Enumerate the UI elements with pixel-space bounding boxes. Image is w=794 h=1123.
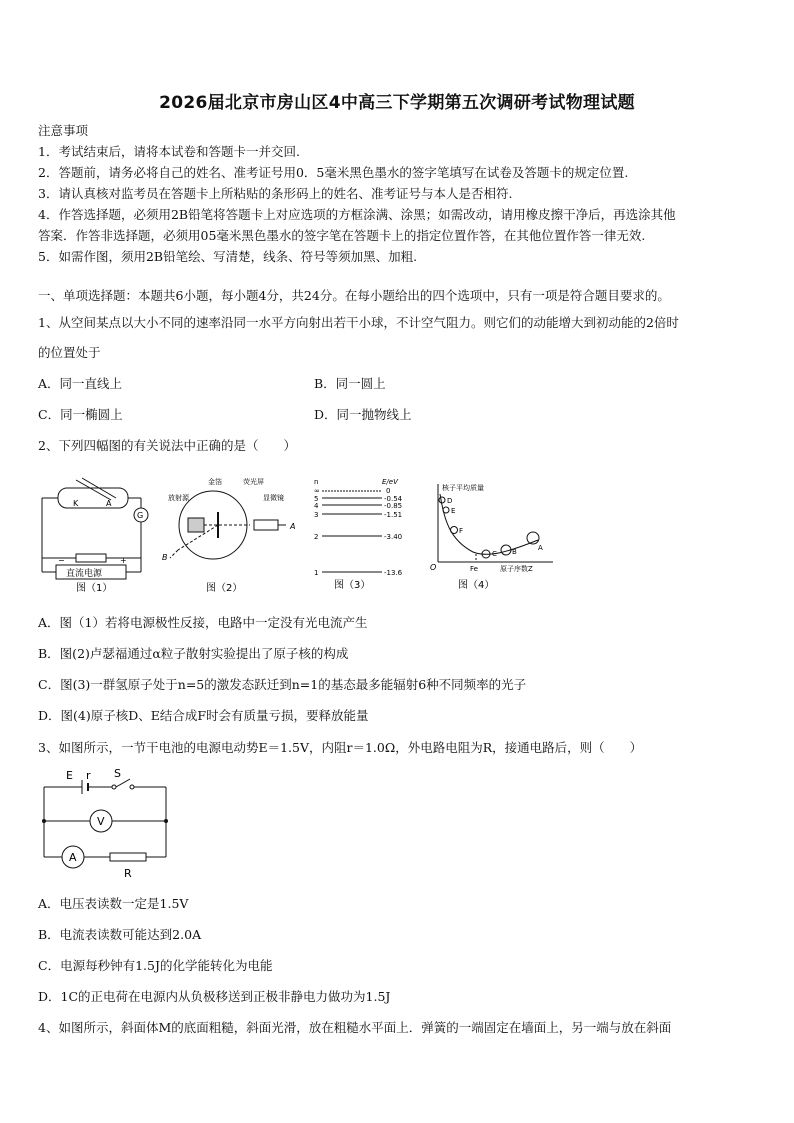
fig4-label-a: A [538,544,543,552]
q3-option-d: D．1C的正电荷在电源内从负极移送到正极非静电力做功为1.5J [38,989,391,1004]
notice-item: 5．如需作图，须用2B铅笔绘、写清楚，线条、符号等须加黑、加粗. [38,249,418,264]
fig2-label-a: A [290,522,296,531]
q4-stem: 4、如图所示，斜面体M的底面粗糙，斜面光滑，放在粗糙水平面上．弹簧的一端固定在墙面上，另一端与放在斜面 [38,1020,672,1035]
fig1-label-a: A [106,499,112,508]
q1-option-a: A．同一直线上 [38,376,123,391]
fig4-label-e: E [451,507,456,515]
fig4-fe: Fe [470,565,478,573]
fig3-level-e: -0.85 [384,502,403,510]
q2-option-d: D．图(4)原子核D、E结合成F时会有质量亏损，要释放能量 [38,708,369,723]
section-heading: 一、单项选择题：本题共6小题，每小题4分，共24分。在每小题给出的四个选项中，只有一项是符合题目要求的。 [38,288,670,303]
figure-1-photoelectric [36,470,156,595]
fig2-label-b: B [162,553,168,562]
fig3-level-e: -0.54 [384,495,403,503]
fig1-label-g: G [137,511,144,520]
notice-item: 1．考试结束后，请将本试卷和答题卡一并交回. [38,144,300,159]
fig3-inf-label: ∞ [314,487,320,495]
fig3-caption: 图（3） [334,580,371,591]
notice-item: 4．作答选择题，必须用2B铅笔将答题卡上对应选项的方框涂满、涂黑；如需改动，请用橡皮擦干净后，再选涂其他 [38,207,676,222]
fig2-caption: 图（2） [206,583,243,594]
fig2-label-screen: 荧光屏 [243,478,264,486]
fig3-level-n: 2 [314,533,319,541]
fig3-e-label: E/eV [382,478,398,486]
q1-option-c: C．同一椭圆上 [38,407,123,422]
figure-q3-circuit [38,765,173,880]
q1-stem-cont: 的位置处于 [38,345,101,360]
fig3-level-e: -13.6 [384,569,403,577]
fig2-label-source: 放射源 [168,494,189,502]
fig3-level-e: -1.51 [384,511,403,519]
figure-4-nucleon-mass [428,470,558,595]
q3-fig-ammeter: A [69,851,77,864]
q3-option-b: B．电流表读数可能达到2.0A [38,927,202,942]
fig4-y-label: 核子平均质量 [442,484,484,492]
q1-stem: 1、从空间某点以大小不同的速率沿同一水平方向射出若干小球，不计空气阻力。则它们的动能增大到初动能的2倍时 [38,315,679,330]
fig3-level-e: -3.40 [384,533,403,541]
fig4-label-b: B [512,548,517,556]
fig4-caption: 图（4） [458,580,495,591]
notice-item: 3．请认真核对监考员在答题卡上所粘贴的条形码上的姓名、准考证号与本人是否相符. [38,186,513,201]
fig1-minus: − [58,556,65,565]
fig4-origin: O [430,563,437,572]
fig2-label-foil: 金箔 [208,478,222,486]
q3-stem: 3、如图所示，一节干电池的电源电动势E＝1.5V，内阻r＝1.0Ω，外电路电阻为R，接通电路后，则（ ） [38,740,643,755]
fig4-label-d: D [447,497,453,505]
q3-fig-label-r: r [86,769,91,782]
q2-option-b: B．图(2)卢瑟福通过α粒子散射实验提出了原子核的构成 [38,646,349,661]
q2-option-c: C．图(3)一群氢原子处于n=5的激发态跃迁到n=1的基态最多能辐射6种不同频率的光子 [38,677,527,692]
q3-fig-label-s: S [114,767,121,780]
q3-fig-label-e: E [66,769,73,782]
page-title: 2026届北京市房山区4中高三下学期第五次调研考试物理试题 [159,93,635,113]
fig3-level-n: 3 [314,511,319,519]
fig1-label-k: K [73,499,79,508]
fig3-level-n: 5 [314,495,319,503]
fig4-x-label: 原子序数Z [500,565,533,573]
q1-option-d: D．同一抛物线上 [314,407,412,422]
notice-item: 2．答题前，请务必将自己的姓名、准考证号用0．5毫米黑色墨水的签字笔填写在试卷及答题卡的规定位置. [38,165,629,180]
q2-option-a: A．图（1）若将电源极性反接，电路中一定没有光电流产生 [38,615,368,630]
fig4-label-f: F [459,527,464,535]
figure-3-energy-levels [310,470,420,595]
q2-stem: 2、下列四幅图的有关说法中正确的是（ ） [38,438,296,453]
fig3-zero-label: 0 [386,487,391,495]
figure-2-rutherford [158,470,308,595]
q3-option-c: C．电源每秒钟有1.5J的化学能转化为电能 [38,958,273,973]
fig2-label-microscope: 显微镜 [263,494,284,502]
notice-heading: 注意事项 [38,123,89,138]
notice-item: 答案．作答非选择题，必须用05毫米黑色墨水的签字笔在答题卡上的指定位置作答，在其他位置作答一律无效. [38,228,646,243]
fig1-caption: 图（1） [76,583,113,594]
fig3-level-n: 4 [314,502,319,510]
fig1-plus: + [120,556,127,565]
fig3-level-n: 1 [314,569,319,577]
fig3-n-label: n [314,478,319,486]
fig4-label-c: C [492,550,497,558]
q3-fig-voltmeter: V [97,815,105,828]
q3-fig-label-rr: R [124,867,132,880]
q1-option-b: B．同一圆上 [314,376,386,391]
q3-option-a: A．电压表读数一定是1.5V [38,896,189,911]
fig1-power-source: 直流电源 [66,569,103,579]
